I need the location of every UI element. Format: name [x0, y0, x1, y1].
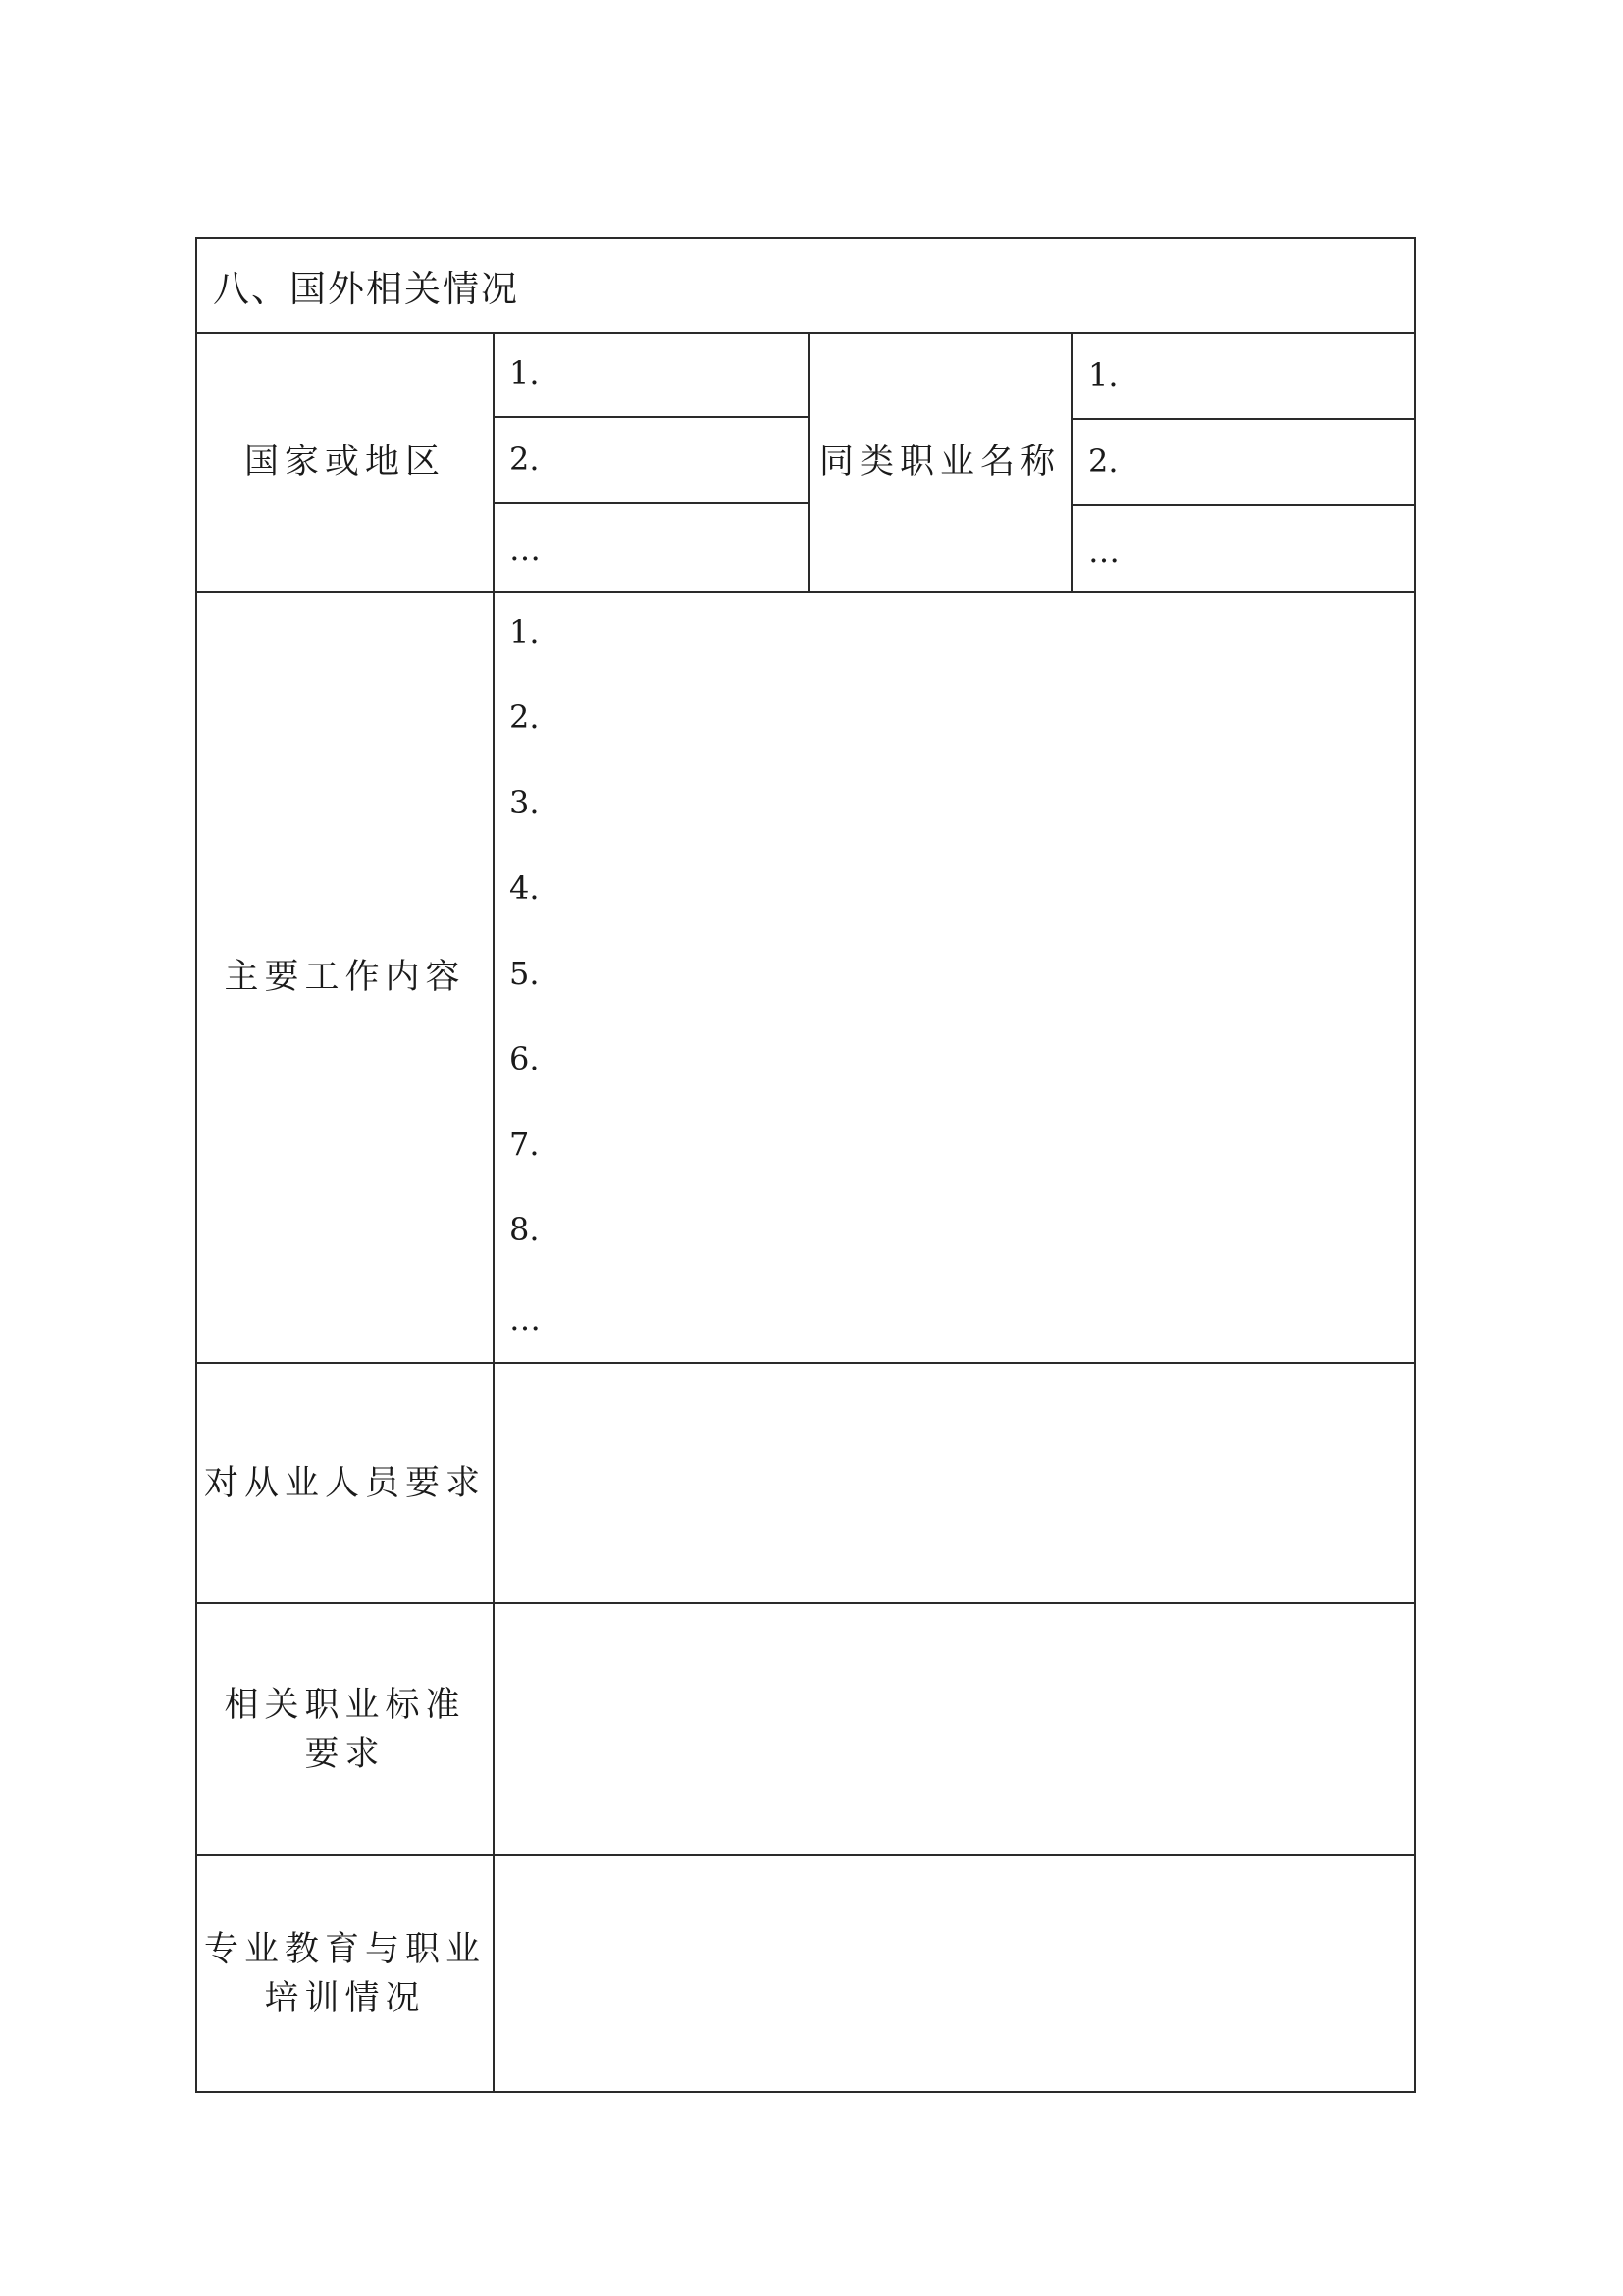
main-work-item-2[interactable]: 2.	[509, 699, 540, 736]
main-work-item-6[interactable]: 6.	[509, 1040, 540, 1077]
main-work-item-1[interactable]: 1.	[509, 613, 540, 651]
occupation-form-table	[195, 237, 1416, 2093]
similar-row-divider	[1073, 504, 1414, 506]
main-work-item-8[interactable]: 8.	[509, 1211, 540, 1248]
main-work-item-more[interactable]: …	[509, 1300, 547, 1337]
practitioner-requirements-label: 对从业人员要求	[203, 1463, 486, 1503]
main-work-item-5[interactable]: 5.	[509, 955, 540, 992]
similar-occupation-item-2[interactable]: 2.	[1088, 443, 1119, 480]
education-training-field[interactable]	[495, 1856, 1414, 2091]
similar-row-divider	[1073, 418, 1414, 420]
similar-occupation-label: 同类职业名称	[818, 443, 1061, 482]
main-work-item-7[interactable]: 7.	[509, 1125, 540, 1163]
standard-requirements-label	[197, 1604, 493, 1854]
country-item-1[interactable]: 1.	[509, 354, 540, 391]
main-work-item-4[interactable]: 4.	[509, 869, 540, 907]
standard-requirements-label-line1: 相关职业标准	[224, 1685, 466, 1725]
education-training-label-line2: 培训情况	[264, 1978, 426, 2018]
similar-occupation-item-1[interactable]: 1.	[1088, 356, 1119, 393]
standard-requirements-field[interactable]	[495, 1604, 1414, 1854]
similar-occupation-item-more[interactable]: …	[1088, 533, 1126, 570]
main-work-item-3[interactable]: 3.	[509, 784, 540, 821]
main-work-label: 主要工作内容	[224, 958, 466, 997]
education-training-label-line1: 专业教育与职业	[203, 1929, 486, 1969]
country-label: 国家或地区	[243, 443, 445, 482]
section-title: 八、国外相关情况	[213, 268, 519, 310]
education-training-label	[197, 1856, 493, 2091]
country-item-more[interactable]: …	[509, 531, 547, 568]
country-item-2[interactable]: 2.	[509, 441, 540, 478]
practitioner-requirements-field[interactable]	[495, 1364, 1414, 1602]
standard-requirements-label-line2: 要求	[304, 1734, 386, 1774]
column-divider	[1071, 332, 1073, 591]
country-row-divider	[494, 502, 808, 504]
country-row-divider	[494, 416, 808, 418]
